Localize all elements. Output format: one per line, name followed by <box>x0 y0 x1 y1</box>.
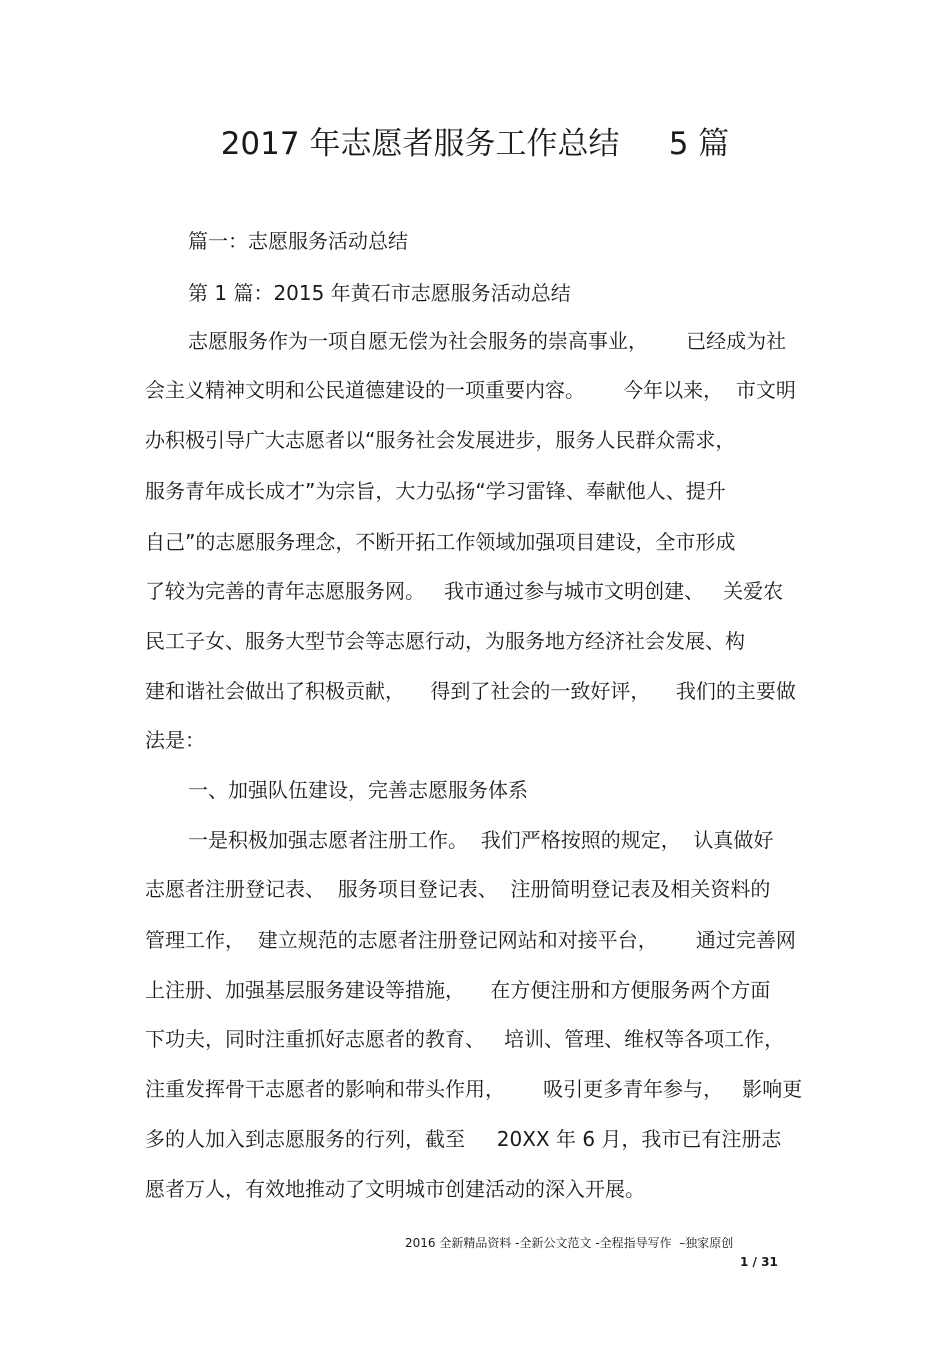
subheading-2: 第 1 篇：2015 年黄石市志愿服务活动总结 <box>188 281 571 305</box>
page-number: 1 / 31 <box>740 1255 778 1269</box>
body-line: 服务青年成长成才”为宗旨，大力弘扬“学习雷锋、奉献他人、提升 <box>145 479 726 503</box>
subheading-1: 篇一：志愿服务活动总结 <box>188 229 408 253</box>
body-line: 下功夫，同时注重抓好志愿者的教育、 培训、管理、维权等各项工作， <box>145 1027 785 1051</box>
body-line: 一是积极加强志愿者注册工作。 我们严格按照的规定， 认真做好 <box>188 828 774 852</box>
body-line: 志愿服务作为一项自愿无偿为社会服务的崇高事业， 已经成为社 <box>188 329 787 353</box>
body-line: 法是： <box>145 728 205 752</box>
body-line: 愿者万人，有效地推动了文明城市创建活动的深入开展。 <box>145 1177 645 1201</box>
page-title: 2017 年志愿者服务工作总结 5 篇 <box>220 126 730 162</box>
body-line: 了较为完善的青年志愿服务网。 我市通过参与城市文明创建、 关爱农 <box>145 579 784 603</box>
body-line: 办积极引导广大志愿者以“服务社会发展进步，服务人民群众需求， <box>145 428 736 452</box>
body-line: 民工子女、服务大型节会等志愿行动，为服务地方经济社会发展、构 <box>145 629 745 653</box>
body-line: 会主义精神文明和公民道德建设的一项重要内容。 今年以来， 市文明 <box>145 378 796 402</box>
body-line: 建和谐社会做出了积极贡献， 得到了社会的一致好评， 我们的主要做 <box>145 679 796 703</box>
body-line: 管理工作， 建立规范的志愿者注册登记网站和对接平台， 通过完善网 <box>145 928 796 952</box>
footer-text: 2016 全新精品资料 -全新公文范文 -全程指导写作 –独家原创 <box>405 1236 734 1250</box>
body-line: 注重发挥骨干志愿者的影响和带头作用， 吸引更多青年参与， 影响更 <box>145 1077 803 1101</box>
body-line: 志愿者注册登记表、 服务项目登记表、 注册简明登记表及相关资料的 <box>145 877 771 901</box>
body-line: 多的人加入到志愿服务的行列，截至 20XX 年 6 月，我市已有注册志 <box>145 1127 782 1151</box>
body-line: 自己”的志愿服务理念，不断开拓工作领域加强项目建设，全市形成 <box>145 530 736 554</box>
body-line: 上注册、加强基层服务建设等措施， 在方便注册和方便服务两个方面 <box>145 978 771 1002</box>
section-heading: 一、加强队伍建设，完善志愿服务体系 <box>188 778 528 802</box>
